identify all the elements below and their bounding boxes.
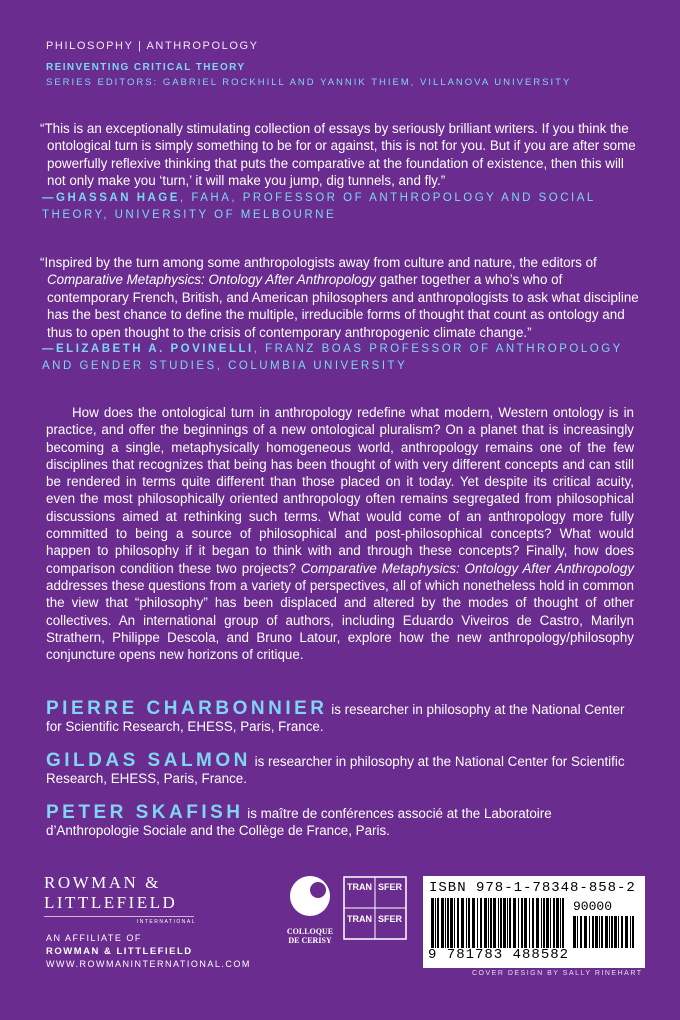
series-title: REINVENTING CRITICAL THEORY (46, 62, 246, 73)
blurb-attribution (40, 190, 640, 224)
blurb-text-part: “Inspired by the turn among some anthropologists away from culture and nature, the editors of (40, 255, 597, 270)
publisher-website: WWW.ROWMANINTERNATIONAL.COM (46, 959, 251, 969)
svg-text:TRAN: TRAN (347, 882, 372, 892)
description-text: addresses these questions from a variety of perspectives, all of which nonetheless hold in common the view that “philosophy” has been displaced and altered by the modes of thought of other collectives. An international group of authors, including Eduardo Viveiros de Castro, Marilyn Strathern, Philippe Descola, and Bruno Latour, explore how the new anthropology/philosophy conjuncture opens new horizons of critique. (46, 577, 634, 663)
blurb-affiliation: , FAHA, PROFESSOR OF ANTHROPOLOGY AND SOCIAL THEORY, UNIVERSITY OF MELBOURNE (42, 191, 596, 221)
blurb-text (40, 254, 640, 341)
svg-text:SFER: SFER (378, 882, 403, 892)
price-code: 90000 (573, 899, 613, 914)
description-book-title: Comparative Metaphysics: Ontology After Anthropology (300, 560, 634, 576)
cerisy-logo (282, 874, 338, 945)
editor-bio (46, 752, 636, 787)
barcode-bars-icon (431, 898, 567, 948)
description-paragraph (46, 404, 634, 663)
price-barcode-bars-icon (573, 916, 635, 948)
barcode (423, 876, 645, 968)
description-text: How does the ontological turn in anthropology redefine what modern, Western ontology is in practice, and offer the beginnings of a new ontological pluralism? On a planet that is increasingly becoming a single, metaphysically homogeneous world, anthropology remains one of the few disciplines that recognizes that being has been thought of with very different concepts and can still be rendered in terms quite different than those placed on it today. Yet despite its critical acuity, even the most philosophically oriented anthropology often remains segregated from philosophical discussions aimed at rethinking such terms. What would come of an anthropology more fully committed to being a source of philosophical and post-philosophical concepts? What would happen to philosophy if it began to think with and through these concepts? Finally, how does comparison condition these two projects? (46, 405, 634, 576)
svg-text:TRAN: TRAN (347, 914, 372, 924)
publisher-affiliate (46, 932, 251, 971)
logo-sub: INTERNATIONAL (136, 919, 196, 925)
cerisy-line: DE CERISY (288, 936, 332, 945)
ean-number: 9 781783 488582 (428, 947, 570, 963)
blurb-attribution (40, 341, 640, 375)
blurb-povinelli (40, 254, 640, 375)
cover-design-credit: COVER DESIGN BY SALLY RINEHART (472, 970, 643, 977)
editor-name: PETER SKAFISH (46, 802, 244, 823)
affiliate-name: ROWMAN & LITTLEFIELD (46, 946, 193, 957)
editor-bio (46, 804, 636, 839)
editor-bio-text: is researcher in philosophy at the National Center for Scientific Research, EHESS, Paris, France. (46, 702, 625, 734)
blurb-author: —GHASSAN HAGE (42, 191, 180, 204)
editor-name: PIERRE CHARBONNIER (46, 698, 328, 719)
svg-text:SFER: SFER (378, 914, 403, 924)
logo-divider (44, 916, 194, 917)
blurb-affiliation: , FRANZ BOAS PROFESSOR OF ANTHROPOLOGY AND GENDER STUDIES, COLUMBIA UNIVERSITY (42, 343, 623, 373)
blurb-book-title: Comparative Metaphysics: Ontology After Anthropology (47, 272, 376, 288)
blurb-hage (40, 120, 640, 224)
affiliate-line: AN AFFILIATE OF (46, 933, 142, 943)
publisher-logo (44, 873, 196, 932)
blurb-author: —ELIZABETH A. POVINELLI (42, 343, 254, 356)
isbn-number: ISBN 978-1-78348-858-2 (429, 880, 636, 896)
cerisy-line: COLLOQUE (286, 927, 334, 936)
logo-line: LITTLEFIELD (44, 893, 178, 912)
blurb-text: “This is an exceptionally stimulating collection of essays by seriously brilliant writers. If you think the ontological turn is simply something to be for or against, this is not for you. But if you are after some powerfully reflexive thinking that puts the comparative at the foundation of existence, then this will not only make you ‘turn,’ it will make you jump, dig tunnels, and fly.” (40, 121, 636, 189)
transfer-logo-icon (343, 876, 407, 940)
book-description (46, 404, 634, 663)
editor-name: GILDAS SALMON (46, 750, 251, 771)
editor-bio-text: is maître de conférences associé at the Laboratoire d’Anthropologie Sociale and the Collège de France, Paris. (46, 806, 552, 838)
editor-bio-text: is researcher in philosophy at the National Center for Scientific Research, EHESS, Paris, France. (46, 754, 625, 786)
logo-line: ROWMAN & (44, 873, 161, 892)
editor-bio (46, 700, 636, 735)
blurb-text-part: gather together a who’s who of contemporary French, British, and American philosophers and anthropologists to ask what discipline has the best chance to define the multiple, irreducible forms of thought that count as ontology and thus to open thought to the crisis of contemporary anthropogenic climate change.” (47, 272, 639, 340)
category-label: PHILOSOPHY | ANTHROPOLOGY (46, 40, 259, 52)
series-editors: SERIES EDITORS: GABRIEL ROCKHILL AND YANNIK THIEM, VILLANOVA UNIVERSITY (46, 77, 572, 88)
cerisy-emblem-icon (288, 874, 332, 918)
